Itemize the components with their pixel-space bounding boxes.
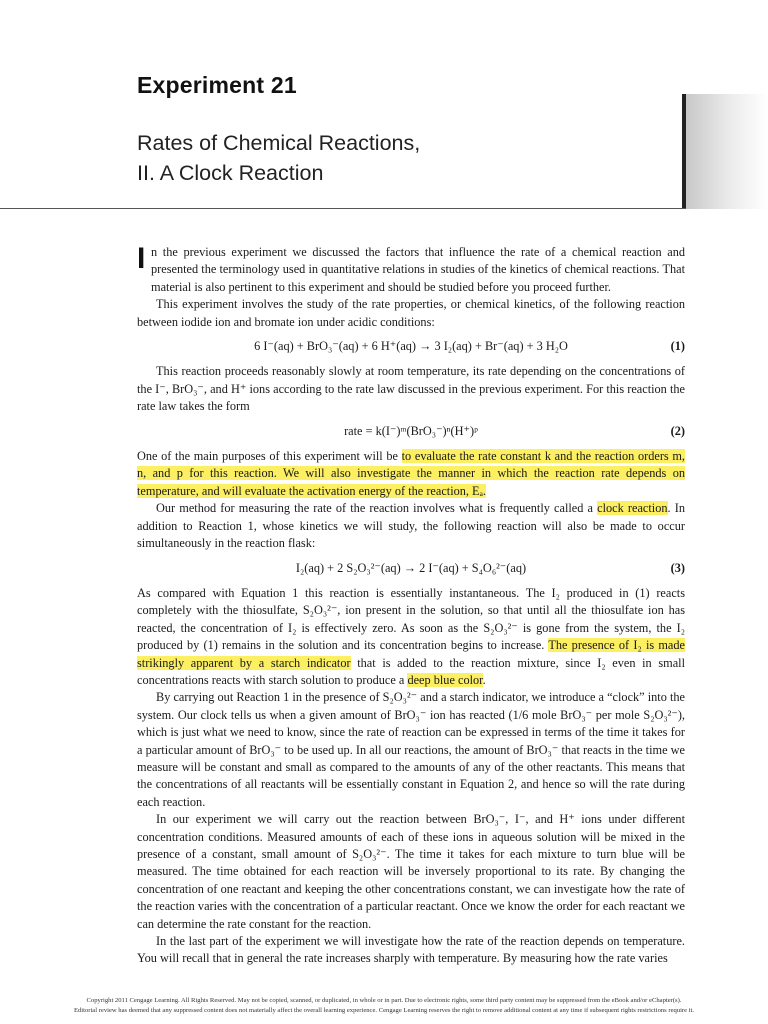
- equation-3-number: (3): [670, 560, 685, 575]
- paragraph-6: [137, 585, 685, 689]
- paragraph-6-text-b: that is added to the reaction mixture, since I₂ even in small concentrations reacts with starch solution to produce a: [137, 655, 686, 687]
- subtitle-line-1: Rates of Chemical Reactions,: [137, 131, 421, 155]
- equation-2: [137, 423, 685, 440]
- body-text: [137, 244, 685, 968]
- equation-3: [137, 560, 685, 577]
- header-side-shade: [686, 94, 768, 209]
- paragraph-6-text-c: .: [482, 672, 486, 687]
- paragraph-1-text: n the previous experiment we discussed the factors that influence the rate of a chemical reaction and presented the terminology used in quantitative relations in studies of the kinetics of chemical reactions. That material is also pertinent to this experiment and should be studied before you proceed further.: [151, 245, 685, 294]
- equation-2-text: rate = k(I⁻)ᵐ(BrO₃⁻)ⁿ(H⁺)ᵖ: [344, 423, 478, 438]
- highlight-starch-indicator: The presence of I₂ is made strikingly apparent by a starch indicator: [137, 638, 685, 670]
- paragraph-5: [137, 500, 685, 552]
- paragraph-3: This reaction proceeds reasonably slowly at room temperature, its rate depending on the concentrations of the I⁻, BrO₃⁻, and H⁺ ions according to the rate law discussed in the previous experiment. For this reaction the rate law takes the form: [137, 364, 685, 414]
- document-subtitle: [137, 128, 420, 188]
- paragraph-7: By carrying out Reaction 1 in the presence of S₂O₃²⁻ and a starch indicator, we introduce a “clock” into the system. Our clock tells us when a given amount of BrO₃⁻ ion has reacted (1/6 mole BrO₃⁻ per mole S₂O₃²⁻), which is just what we need to know, since the rate of reaction can be expressed in terms of the time it takes for a particular amount of BrO₃⁻ to be used up. In all our reactions, the amount of BrO₃⁻ that reacts in the time we measure will be constant and small as compared to the amounts of any of the other reactants. This means that the concentrations of all reactants will be essentially constant in Equation 2, and hence so will the rate during each reaction.: [137, 690, 685, 809]
- drop-cap: I: [137, 242, 146, 275]
- paragraph-2: This experiment involves the study of the rate properties, or chemical kinetics, of the following reaction between iodide ion and bromate ion under acidic conditions:: [137, 297, 685, 329]
- highlight-clock-reaction: clock reaction: [597, 501, 668, 516]
- equation-2-number: (2): [670, 423, 685, 438]
- paragraph-4: [137, 448, 685, 500]
- highlight-objectives: to evaluate the rate constant k and the reaction orders m, n, and p for this reaction. We will also investigate the manner in which the reaction rate depends on temperature, and will evaluate the activation energy of the reaction, Eₐ.: [137, 449, 686, 498]
- equation-1-text: 6 I⁻(aq) + BrO₃⁻(aq) + 6 H⁺(aq) → 3 I₂(aq) + Br⁻(aq) + 3 H₂O: [254, 339, 568, 354]
- equation-3-text: I₂(aq) + 2 S₂O₃²⁻(aq) → 2 I⁻(aq) + S₄O₆²⁻(aq): [295, 560, 527, 575]
- footer-line-1: Copyright 2011 Cengage Learning. All Rights Reserved. May not be copied, scanned, or duplicated, in whole or in part. Due to electronic rights, some third party content may be suppressed from the eBook and/or eChapter(s).: [86, 997, 682, 1004]
- paragraph-9: In the last part of the experiment we will investigate how the rate of the reaction depends on temperature. You will recall that in general the rate increases sharply with temperature. By measuring how the rate varies: [137, 934, 685, 966]
- footer-line-2: Editorial review has deemed that any suppressed content does not materially affect the overall learning experience. Cengage Learning reserves the right to remove additional content at any time if subsequent rights restrictions require it.: [73, 1007, 695, 1014]
- paragraph-8: In our experiment we will carry out the reaction between BrO₃⁻, I⁻, and H⁺ ions under different concentration conditions. Measured amounts of each of these ions in aqueous solution will be mixed in the presence of a constant, small amount of S₂O₃²⁻. The time it takes for each mixture to turn blue will be measured. The time obtained for each reaction will be inversely proportional to its rate. By changing the concentration of one reactant and keeping the other concentrations constant, we can investigate how the rate of the reaction varies with the concentration of a particular reactant. Once we know the order for each reactant we can determine the rate constant for the reaction.: [137, 812, 685, 931]
- experiment-title: Experiment 21: [137, 72, 297, 98]
- paragraph-1: [137, 244, 685, 296]
- paragraph-5-text-b: . In addition to Reaction 1, whose kinetics we will study, the following reaction will also be made to occur simultaneously in the reaction flask:: [137, 501, 685, 551]
- equation-1-number: (1): [670, 339, 685, 354]
- equation-1: [137, 338, 685, 355]
- paragraph-4-text: One of the main purposes of this experiment will be: [137, 449, 402, 464]
- subtitle-line-2: II. A Clock Reaction: [137, 161, 324, 185]
- highlight-deep-blue: deep blue color: [407, 672, 483, 687]
- paragraph-5-text-a: Our method for measuring the rate of the reaction involves what is frequently called a: [156, 501, 598, 516]
- header-rule: [0, 208, 686, 209]
- copyright-footer: [0, 996, 768, 1016]
- paragraph-6-text-a: As compared with Equation 1 this reaction is essentially instantaneous. The I₂ produced in (1) reacts completely with the thiosulfate, S₂O₃²⁻, ion present in the solution, so that until all the thiosulfate ion has reacted, the concentration of I₂ is effectively zero. As soon as the S₂O₃²⁻ is gone from the system, the I₂ produced by (1) remains in the solution and its concentration begins to increase.: [137, 585, 685, 653]
